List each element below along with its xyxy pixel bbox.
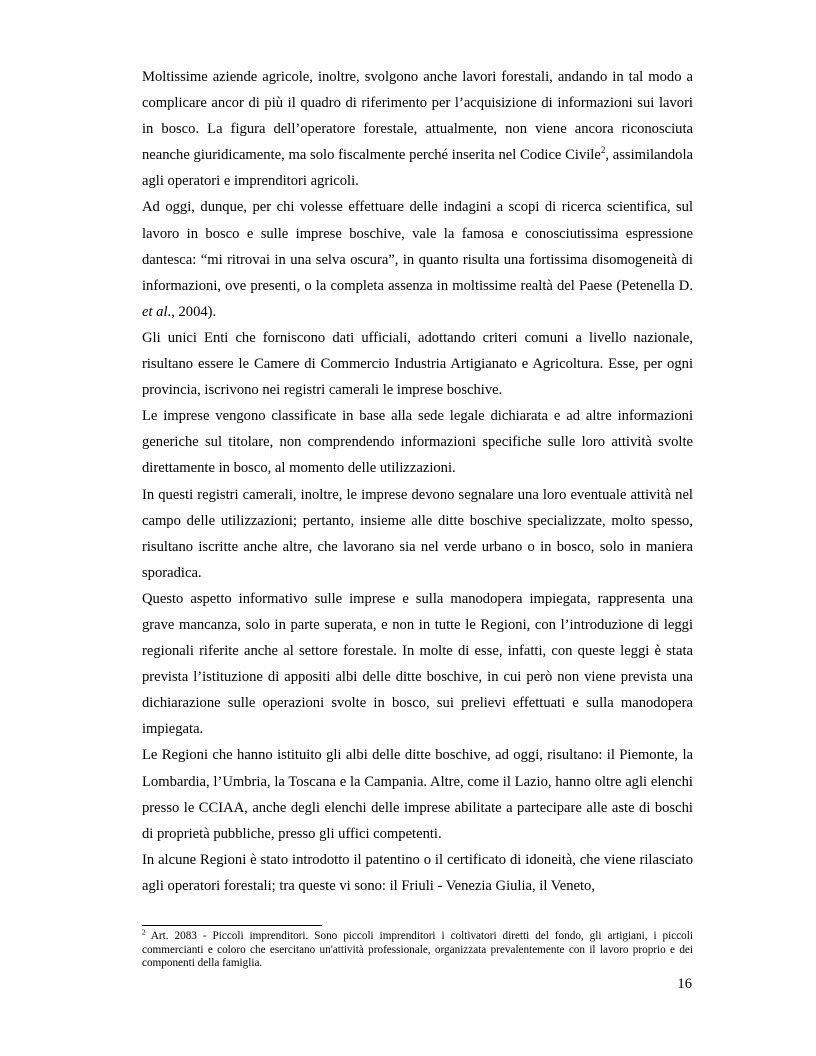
footnote-number: 2: [142, 928, 146, 937]
paragraph-5: In questi registri camerali, inoltre, le imprese devono segnalare una loro eventuale attività nel campo delle utilizzazioni; pertanto, insieme alle ditte boschive specializzate, molto spesso, risultano iscritte anche altre, che lavorano sia nel verde urbano o in bosco, solo in maniera sporadica.: [142, 486, 693, 581]
footnote-reference: 2: [600, 145, 606, 156]
paragraph-text: Moltissime aziende agricole, inoltre, svolgono anche lavori forestali, andando in tal modo a complicare ancor di più il quadro di riferimento per l’acquisizione di informazioni sui lavori in bosco. La figura dell’operatore forestale, attualmente, non viene ancora riconosciuta neanche giuridicamente, ma solo fiscalmente perché inserita nel Codice Civile: [142, 69, 693, 164]
paragraph-7: Le Regioni che hanno istituito gli albi delle ditte boschive, ad oggi, risultano: il Piemonte, la Lombardia, l’Umbria, la Toscana e la Campania. Altre, come il Lazio, hanno oltre agli elenchi presso le CCIAA, anche degli elenchi delle imprese abilitate a partecipare alle aste di boschi di proprietà pubbliche, presso gli uffici competenti.: [142, 747, 693, 842]
paragraph-2: [142, 194, 693, 324]
body-text: [142, 64, 693, 899]
paragraph-text: , assimilandola agli operatori e imprenditori agricoli.: [142, 147, 693, 190]
paragraph-6: Questo aspetto informativo sulle imprese e sulla manodopera impiegata, rappresenta una grave mancanza, solo in parte superata, e non in tutte le Regioni, con l’introduzione di leggi regionali riferite anche al settore forestale. In molte di esse, infatti, con queste leggi è stata prevista l’istituzione di appositi albi delle ditte boschive, in cui però non viene prevista una dichiarazione sulle operazioni svolte in bosco, sui prelievi effettuati e sulla manodopera impiegata.: [142, 590, 693, 738]
page-number: 16: [677, 976, 692, 992]
footnote-divider: [142, 925, 322, 926]
paragraph-3: Gli unici Enti che forniscono dati ufficiali, adottando criteri comuni a livello nazionale, risultano essere le Camere di Commercio Industria Artigianato e Agricoltura. Esse, per ogni provincia, iscrivono nei registri camerali le imprese boschive.: [142, 329, 693, 399]
footnote-text: Art. 2083 - Piccoli imprenditori. Sono piccoli imprenditori i coltivatori diretti del fondo, gli artigiani, i piccoli commercianti e coloro che esercitano un'attività professionale, organizzata prevalentemente con il lavoro proprio e dei componenti della famiglia.: [142, 930, 693, 969]
italic-text: et al: [142, 303, 168, 320]
paragraph-text: ., 2004).: [167, 303, 217, 320]
paragraph-1: [142, 64, 693, 194]
paragraph-4: Le imprese vengono classificate in base alla sede legale dichiarata e ad altre informazioni generiche sul titolare, non comprendendo informazioni specifiche sulle loro attività svolte direttamente in bosco, al momento delle utilizzazioni.: [142, 408, 693, 477]
paragraph-8: In alcune Regioni è stato introdotto il patentino o il certificato di idoneità, che viene rilasciato agli operatori forestali; tra queste vi sono: il Friuli - Venezia Giulia, il Veneto,: [142, 851, 693, 894]
paragraph-text: Ad oggi, dunque, per chi volesse effettuare delle indagini a scopi di ricerca scientifica, sul lavoro in bosco e sulle imprese boschive, vale la famosa e conosciutissima espressione dantesca: “mi ritrovai in una selva oscura”, in quanto risulta una fortissima disomogeneità di informazioni, ove presenti, o la completa assenza in moltissime realtà del Paese (Petenella D.: [142, 199, 693, 294]
footnote: [142, 930, 693, 971]
